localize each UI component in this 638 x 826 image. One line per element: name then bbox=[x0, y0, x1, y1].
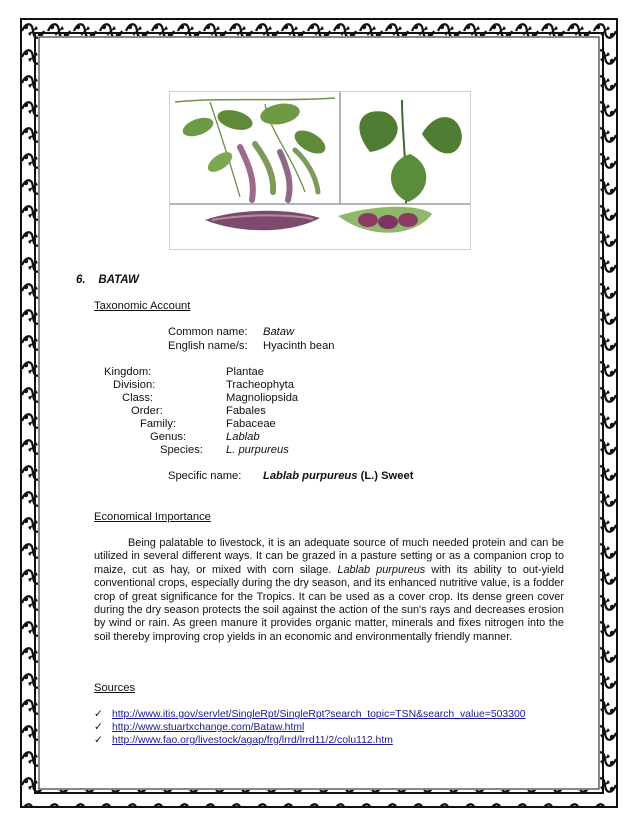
source-link-itis[interactable]: http://www.itis.gov/servlet/SingleRpt/SingleRpt?search_topic=TSN&search_value=503300 bbox=[112, 709, 526, 720]
division-label: Division: bbox=[113, 379, 156, 391]
checkmark-icon: ✓ bbox=[94, 709, 103, 720]
kingdom-value: Plantae bbox=[226, 366, 264, 378]
division-value: Tracheophyta bbox=[226, 379, 294, 391]
source-link-fao[interactable]: http://www.fao.org/livestock/agap/frg/lrrd/lrrd11/2/colu112.htm bbox=[112, 735, 393, 746]
specific-name-label: Specific name: bbox=[168, 470, 242, 482]
english-name-value: Hyacinth bean bbox=[263, 340, 335, 352]
genus-label: Genus: bbox=[150, 431, 187, 443]
kingdom-label: Kingdom: bbox=[104, 366, 152, 378]
bean-pod-illustration bbox=[205, 211, 320, 231]
class-value: Magnoliopsida bbox=[226, 392, 299, 404]
specific-name-value bbox=[263, 470, 413, 482]
source-item bbox=[94, 721, 304, 733]
class-label: Class: bbox=[122, 392, 154, 404]
species-label: Species: bbox=[160, 444, 203, 456]
economic-text-2: with its ability to out-yield conventional crops, especially during the dry season, and its enhanced nutritive value, is a fodder crop of great significance for the Tropics. It can be used as a cover crop. Its dense green cover during the dry season protects the soil against the action of the sun's rays and decreases erosion by wind or rain. As green manure it provides organic matter, minerals and fixes nitrogen into the soil thereby improving crop yields in an economic and environmentally friendly manner. bbox=[94, 563, 564, 643]
family-value: Fabaceae bbox=[226, 418, 276, 430]
plant-photo-collage bbox=[169, 91, 471, 250]
economic-text-italic: Lablab purpureus bbox=[337, 563, 426, 576]
common-name-label: Common name: bbox=[168, 326, 248, 338]
order-label: Order: bbox=[131, 405, 163, 417]
family-label: Family: bbox=[140, 418, 177, 430]
bean-vine-illustration bbox=[175, 98, 335, 200]
genus-value: Lablab bbox=[226, 431, 260, 443]
section-heading bbox=[76, 274, 139, 286]
specific-name-italic: Lablab purpureus bbox=[263, 470, 358, 482]
source-item bbox=[94, 708, 526, 720]
english-name-label: English name/s: bbox=[168, 340, 248, 352]
source-link-stuartxchange[interactable]: http://www.stuartxchange.com/Bataw.html bbox=[112, 722, 305, 733]
species-value: L. purpureus bbox=[226, 444, 289, 456]
checkmark-icon: ✓ bbox=[94, 722, 103, 733]
sources-title: Sources bbox=[94, 682, 136, 694]
order-value: Fabales bbox=[226, 405, 266, 417]
common-name-value: Bataw bbox=[263, 326, 295, 338]
economic-paragraph bbox=[94, 537, 564, 644]
open-pod-seeds-illustration bbox=[338, 207, 432, 233]
economic-title: Economical Importance bbox=[94, 511, 211, 523]
taxonomy-title: Taxonomic Account bbox=[94, 300, 191, 312]
trifoliate-leaf-illustration bbox=[359, 100, 462, 204]
specific-name-rest: (L.) Sweet bbox=[357, 470, 414, 482]
economic-text-1: Being palatable to livestock, it is an adequate source of much needed protein and can be utilized in several different ways. It can be grazed in a pasture setting or as a companion crop to maize, cut as hay, or mixed with corn silage. bbox=[94, 537, 564, 576]
section-number: 6. bbox=[76, 274, 86, 286]
checkmark-icon: ✓ bbox=[94, 735, 103, 746]
source-item bbox=[94, 734, 393, 746]
section-title: BATAW bbox=[98, 274, 139, 286]
